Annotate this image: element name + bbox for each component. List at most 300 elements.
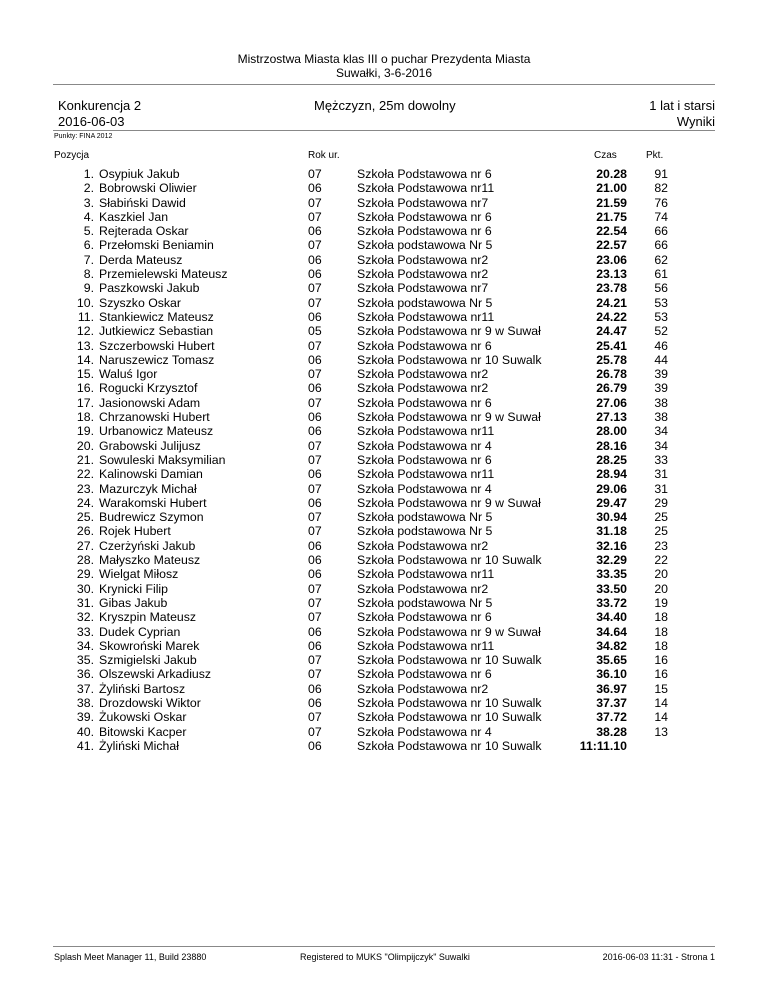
result-time: 32.29 [596,553,627,568]
result-position: 15. [76,367,94,382]
table-row [0,353,768,367]
table-row [0,339,768,353]
result-time: 37.37 [596,695,627,710]
result-time: 30.94 [596,510,627,525]
result-position: 16. [76,381,94,396]
col-points: Pkt. [646,150,664,161]
club-name: Szkoła Podstawowa nr 4 [357,481,492,496]
birth-year: 06 [308,538,322,553]
birth-year: 06 [308,695,322,710]
result-time: 24.21 [596,295,627,310]
swimmer-name: Drozdowski Wiktor [99,695,201,710]
table-row [0,739,768,753]
club-name: Szkoła Podstawowa nr 9 w Suwał [357,324,541,339]
birth-year: 07 [308,295,322,310]
club-name: Szkoła podstawowa Nr 5 [357,595,493,610]
result-position: 19. [76,424,94,439]
result-position: 7. [83,252,94,267]
swimmer-name: Kryszpin Mateusz [99,610,197,625]
result-points: 62 [654,252,668,267]
result-points: 16 [654,653,668,668]
birth-year: 06 [308,495,322,510]
col-position: Pozycja [54,150,90,161]
birth-year: 07 [308,724,322,739]
footer-registered: Registered to MUKS "Olimpijczyk" Suwalki [300,952,470,962]
swimmer-name: Gibas Jakub [99,595,168,610]
event-divider [53,130,715,131]
table-row [0,725,768,739]
result-points: 19 [654,595,668,610]
swimmer-name: Paszkowski Jakub [99,281,200,296]
birth-year: 07 [308,209,322,224]
result-time: 31.18 [596,524,627,539]
birth-year: 06 [308,309,322,324]
result-time: 20.28 [596,167,627,181]
club-name: Szkoła Podstawowa nr2 [357,252,489,267]
result-time: 23.78 [596,281,627,296]
table-row [0,424,768,438]
club-name: Szkoła Podstawowa nr 6 [357,167,492,181]
result-position: 10. [76,295,94,310]
result-position: 28. [76,553,94,568]
result-points: 46 [654,338,668,353]
result-position: 4. [83,209,94,224]
result-points: 74 [654,209,668,224]
col-time: Czas [594,150,617,161]
results-label: Wyniki [676,114,715,129]
swimmer-name: Chrzanowski Hubert [99,410,210,425]
result-time: 28.25 [596,452,627,467]
swimmer-name: Grabowski Julijusz [99,438,201,453]
table-row [0,610,768,624]
result-points: 14 [654,695,668,710]
birth-year: 07 [308,338,322,353]
points-note: Punkty: FINA 2012 [54,133,113,140]
swimmer-name: Żukowski Oskar [99,710,187,725]
result-points: 31 [654,467,668,482]
result-position: 12. [76,324,94,339]
club-name: Szkoła Podstawowa nr 6 [357,395,492,410]
result-points: 34 [654,438,668,453]
birth-year: 06 [308,681,322,696]
result-points: 31 [654,481,668,496]
birth-year: 06 [308,553,322,568]
result-points: 38 [654,395,668,410]
meet-subtitle: Suwałki, 3-6-2016 [335,66,433,80]
footer-timestamp: 2016-06-03 11:31 - Strona 1 [602,952,715,962]
result-position: 18. [76,410,94,425]
swimmer-name: Rejterada Oskar [99,224,189,239]
result-points: 53 [654,309,668,324]
birth-year: 05 [308,324,322,339]
result-position: 3. [83,195,94,210]
header-divider [53,84,715,85]
table-row [0,439,768,453]
result-time: 21.75 [596,209,627,224]
birth-year: 06 [308,381,322,396]
table-row [0,453,768,467]
result-time: 34.64 [596,624,627,639]
result-points: 14 [654,710,668,725]
table-row [0,553,768,567]
swimmer-name: Warakomski Hubert [99,495,207,510]
swimmer-name: Derda Mateusz [99,252,183,267]
result-position: 20. [76,438,94,453]
birth-year: 07 [308,710,322,725]
club-name: Szkoła Podstawowa nr11 [357,567,495,582]
swimmer-name: Budrewicz Szymon [99,510,204,525]
result-time: 27.13 [596,410,627,425]
club-name: Szkoła Podstawowa nr 10 Suwalk [357,695,542,710]
result-position: 31. [76,595,94,610]
birth-year: 06 [308,352,322,367]
club-name: Szkoła Podstawowa nr 9 w Suwał [357,410,541,425]
table-row [0,682,768,696]
swimmer-name: Waluś Igor [99,367,158,382]
swimmer-name: Przemielewski Mateusz [99,267,228,282]
result-time: 23.13 [596,267,627,282]
club-name: Szkoła Podstawowa nr 6 [357,452,492,467]
swimmer-name: Osypiuk Jakub [99,167,180,181]
result-points: 20 [654,567,668,582]
result-time: 23.06 [596,252,627,267]
birth-year: 07 [308,667,322,682]
result-points: 18 [654,638,668,653]
table-row [0,410,768,424]
club-name: Szkoła Podstawowa nr2 [357,581,489,596]
birth-year: 06 [308,267,322,282]
birth-year: 06 [308,624,322,639]
birth-year: 07 [308,595,322,610]
result-position: 5. [83,224,94,239]
club-name: Szkoła Podstawowa nr11 [357,424,495,439]
result-points: 13 [654,724,668,739]
table-row [0,238,768,252]
result-position: 30. [76,581,94,596]
result-position: 11. [77,309,94,324]
swimmer-name: Czerżyński Jakub [99,538,196,553]
table-row [0,296,768,310]
swimmer-name: Krynicki Filip [99,581,169,596]
result-time: 22.54 [596,224,627,239]
result-time: 26.78 [596,367,627,382]
result-time: 27.06 [596,395,627,410]
result-position: 2. [83,181,94,196]
table-row [0,281,768,295]
result-points: 53 [654,295,668,310]
club-name: Szkoła Podstawowa nr11 [357,309,495,324]
birth-year: 07 [308,452,322,467]
result-time: 34.82 [596,638,627,653]
birth-year: 06 [308,252,322,267]
swimmer-name: Żyliński Bartosz [99,681,186,696]
swimmer-name: Szczerbowski Hubert [99,338,215,353]
result-time: 29.06 [596,481,627,496]
birth-year: 07 [308,481,322,496]
result-position: 39. [76,710,94,725]
swimmer-name: Wielgat Miłosz [99,567,179,582]
birth-year: 06 [308,224,322,239]
swimmer-name: Przełomski Beniamin [99,238,214,253]
table-row [0,524,768,538]
table-row [0,625,768,639]
birth-year: 06 [308,738,322,753]
club-name: Szkoła Podstawowa nr 6 [357,224,492,239]
swimmer-name: Żyliński Michał [99,738,179,753]
result-position: 26. [76,524,94,539]
table-row [0,596,768,610]
result-time: 35.65 [596,653,627,668]
club-name: Szkoła Podstawowa nr2 [357,681,489,696]
result-position: 13. [76,338,94,353]
club-name: Szkoła Podstawowa nr7 [357,195,489,210]
result-position: 14. [76,352,94,367]
result-position: 27. [76,538,94,553]
result-position: 37. [76,681,94,696]
result-points: 76 [654,195,668,210]
age-group: 1 lat i starsi [649,98,715,113]
result-time: 28.00 [596,424,627,439]
result-points: 23 [654,538,668,553]
swimmer-name: Stankiewicz Mateusz [99,309,214,324]
table-row [0,510,768,524]
swimmer-name: Urbanowicz Mateusz [99,424,214,439]
club-name: Szkoła podstawowa Nr 5 [357,524,493,539]
birth-year: 07 [308,610,322,625]
result-points: 38 [654,410,668,425]
club-name: Szkoła Podstawowa nr 9 w Suwał [357,624,541,639]
result-time: 29.47 [596,495,627,510]
table-row [0,324,768,338]
club-name: Szkoła Podstawowa nr11 [357,467,495,482]
table-row [0,267,768,281]
swimmer-name: Słabiński Dawid [99,195,186,210]
club-name: Szkoła Podstawowa nr 6 [357,338,492,353]
club-name: Szkoła Podstawowa nr7 [357,281,489,296]
table-row [0,253,768,267]
club-name: Szkoła podstawowa Nr 5 [357,295,493,310]
result-position: 36. [76,667,94,682]
table-row [0,496,768,510]
result-points: 34 [654,424,668,439]
result-position: 6. [83,238,94,253]
result-points: 52 [654,324,668,339]
result-points: 18 [654,610,668,625]
result-time: 28.16 [596,438,627,453]
club-name: Szkoła Podstawowa nr 6 [357,667,492,682]
club-name: Szkoła Podstawowa nr2 [357,538,489,553]
birth-year: 07 [308,510,322,525]
swimmer-name: Olszewski Arkadiusz [99,667,212,682]
result-position: 40. [76,724,94,739]
result-time: 21.00 [596,181,627,196]
result-position: 17. [76,395,94,410]
result-time: 24.47 [596,324,627,339]
table-row [0,639,768,653]
club-name: Szkoła Podstawowa nr2 [357,381,489,396]
table-row [0,567,768,581]
result-points: 25 [654,524,668,539]
result-points: 15 [654,681,668,696]
event-date: 2016-06-03 [58,114,125,129]
result-position: 21. [76,452,94,467]
club-name: Szkoła Podstawowa nr 10 Suwalk [357,553,542,568]
result-points: 33 [654,452,668,467]
result-position: 29. [76,567,94,582]
club-name: Szkoła Podstawowa nr11 [357,638,495,653]
table-row [0,653,768,667]
birth-year: 07 [308,167,322,181]
result-position: 22. [76,467,94,482]
club-name: Szkoła podstawowa Nr 5 [357,510,493,525]
result-points: 44 [654,352,668,367]
table-row [0,210,768,224]
club-name: Szkoła Podstawowa nr 10 Suwalk [357,352,542,367]
table-row [0,710,768,724]
table-row [0,467,768,481]
table-row [0,224,768,238]
birth-year: 07 [308,524,322,539]
result-points: 39 [654,367,668,382]
result-points: 29 [654,495,668,510]
club-name: Szkoła Podstawowa nr 4 [357,724,492,739]
birth-year: 07 [308,238,322,253]
result-position: 9. [83,281,94,296]
result-position: 33. [76,624,94,639]
result-points: 20 [654,581,668,596]
result-position: 8. [83,267,94,282]
table-row [0,539,768,553]
result-time: 36.10 [596,667,627,682]
table-row [0,396,768,410]
birth-year: 06 [308,567,322,582]
result-time: 24.22 [596,309,627,324]
swimmer-name: Rojek Hubert [99,524,171,539]
result-position: 32. [76,610,94,625]
swimmer-name: Małyszko Mateusz [99,553,201,568]
result-time: 33.72 [596,595,627,610]
club-name: Szkoła Podstawowa nr 6 [357,209,492,224]
birth-year: 06 [308,638,322,653]
result-time: 22.57 [596,238,627,253]
result-position: 41. [76,738,94,753]
meet-title: Mistrzostwa Miasta klas III o puchar Prezydenta Miasta [237,52,531,66]
result-time: 37.72 [596,710,627,725]
swimmer-name: Dudek Cyprian [99,624,181,639]
table-row [0,167,768,181]
table-row [0,196,768,210]
result-points: 18 [654,624,668,639]
event-number: Konkurencja 2 [58,98,142,113]
result-position: 24. [76,495,94,510]
swimmer-name: Szmigielski Jakub [99,653,197,668]
birth-year: 07 [308,581,322,596]
results-table [0,167,768,753]
result-time: 25.78 [596,352,627,367]
club-name: Szkoła Podstawowa nr 9 w Suwał [357,495,541,510]
col-yob: Rok ur. [308,150,340,161]
club-name: Szkoła Podstawowa nr 6 [357,610,492,625]
swimmer-name: Mazurczyk Michał [99,481,197,496]
footer-divider [53,946,715,947]
table-row [0,381,768,395]
result-position: 25. [76,510,94,525]
swimmer-name: Bobrowski Oliwier [99,181,197,196]
swimmer-name: Rogucki Krzysztof [99,381,198,396]
birth-year: 07 [308,438,322,453]
result-points: 66 [654,224,668,239]
result-points: 39 [654,381,668,396]
birth-year: 07 [308,653,322,668]
result-position: 23. [76,481,94,496]
table-row [0,582,768,596]
result-points: 82 [654,181,668,196]
club-name: Szkoła Podstawowa nr 10 Suwalk [357,710,542,725]
table-row [0,367,768,381]
table-row [0,667,768,681]
swimmer-name: Skowroński Marek [99,638,200,653]
result-time: 33.35 [596,567,627,582]
result-position: 35. [76,653,94,668]
birth-year: 06 [308,467,322,482]
result-position: 38. [76,695,94,710]
table-row [0,181,768,195]
club-name: Szkoła podstawowa Nr 5 [357,238,493,253]
result-time: 21.59 [596,195,627,210]
result-time: 32.16 [596,538,627,553]
swimmer-name: Szyszko Oskar [99,295,181,310]
event-name: Mężczyzn, 25m dowolny [314,98,456,113]
table-row [0,310,768,324]
result-time: 25.41 [596,338,627,353]
result-time: 26.79 [596,381,627,396]
birth-year: 06 [308,410,322,425]
birth-year: 07 [308,395,322,410]
result-time: 34.40 [596,610,627,625]
club-name: Szkoła Podstawowa nr 10 Suwalk [357,738,542,753]
result-points: 16 [654,667,668,682]
result-position: 1. [83,167,94,181]
result-time: 11:11.10 [579,738,627,753]
result-points: 25 [654,510,668,525]
club-name: Szkoła Podstawowa nr 4 [357,438,492,453]
swimmer-name: Kalinowski Damian [99,467,203,482]
result-time: 38.28 [596,724,627,739]
birth-year: 06 [308,424,322,439]
club-name: Szkoła Podstawowa nr2 [357,267,489,282]
swimmer-name: Naruszewicz Tomasz [99,352,215,367]
table-row [0,696,768,710]
result-time: 28.94 [596,467,627,482]
table-row [0,482,768,496]
result-time: 36.97 [596,681,627,696]
birth-year: 07 [308,195,322,210]
club-name: Szkoła Podstawowa nr 10 Suwalk [357,653,542,668]
result-position: 34. [76,638,94,653]
footer-software: Splash Meet Manager 11, Build 23880 [54,952,207,962]
birth-year: 07 [308,367,322,382]
birth-year: 07 [308,281,322,296]
swimmer-name: Bitowski Kacper [99,724,187,739]
birth-year: 06 [308,181,322,196]
swimmer-name: Jasionowski Adam [99,395,201,410]
result-points: 56 [654,281,668,296]
result-points: 61 [654,267,668,282]
swimmer-name: Sowuleski Maksymilian [99,452,226,467]
swimmer-name: Kaszkiel Jan [99,209,169,224]
result-time: 33.50 [596,581,627,596]
result-points: 22 [654,553,668,568]
